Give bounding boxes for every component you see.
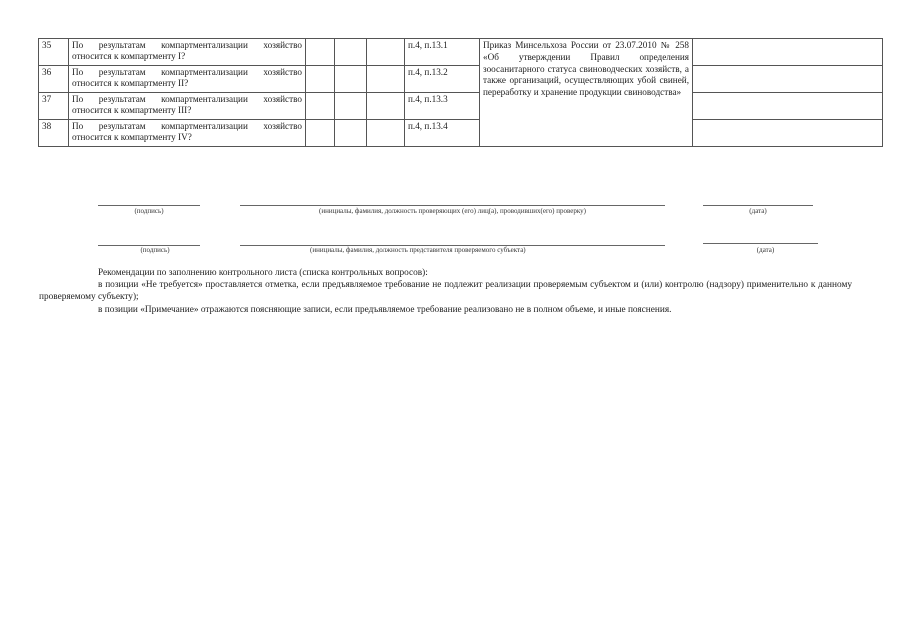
answer-yes-cell[interactable] — [306, 93, 335, 120]
norm-cell: п.4, п.13.2 — [405, 66, 480, 93]
recommendations-title: Рекомендации по заполнению контрольного листа (списка контрольных вопросов): — [98, 268, 428, 278]
representative-signature-caption: (подпись) — [140, 246, 170, 254]
inspector-signature-caption: (подпись) — [134, 207, 164, 215]
answer-no-cell[interactable] — [335, 120, 367, 147]
question-cell: По результатам компартментализации хозяйство относится к компартменту I? — [69, 39, 306, 66]
answer-not-required-cell[interactable] — [367, 39, 405, 66]
question-cell: По результатам компартментализации хозяйство относится к компартменту II? — [69, 66, 306, 93]
answer-yes-cell[interactable] — [306, 120, 335, 147]
table-row — [39, 93, 883, 120]
answer-no-cell[interactable] — [335, 93, 367, 120]
inspector-date-caption: (дата) — [749, 207, 767, 215]
norm-cell: п.4, п.13.3 — [405, 93, 480, 120]
inspector-date-line[interactable] — [703, 205, 813, 206]
answer-not-required-cell[interactable] — [367, 93, 405, 120]
representative-date-line[interactable] — [703, 243, 818, 244]
legal-document-cell: Приказ Минсельхоза России от 23.07.2010 № 258 «Об утверждении Правил определения зоосанитарного статуса свиноводческих хозяйств, а также организаций, осуществляющих убой свиней, переработку и хранение продукции свиноводства» — [480, 39, 693, 147]
row-number: 38 — [39, 120, 69, 147]
filling-recommendations — [39, 267, 852, 316]
checklist-table — [38, 38, 883, 147]
recommendation-remark: в позиции «Примечание» отражаются поясняющие записи, если предъявляемое требование реализовано не в полном объеме, и иные пояснения. — [98, 304, 672, 315]
answer-not-required-cell[interactable] — [367, 66, 405, 93]
representative-date-caption: (дата) — [756, 246, 775, 254]
remark-cell[interactable] — [693, 120, 883, 147]
answer-yes-cell[interactable] — [306, 66, 335, 93]
remark-cell[interactable] — [693, 39, 883, 66]
recommendation-not-required: в позиции «Не требуется» проставляется отметка, если предъявляемое требование не подлежит реализации проверяемым субъектом и (или) контролю (надзору) применительно к данному проверяемому субъекту); — [39, 280, 852, 303]
inspector-name-caption: (инициалы, фамилия, должность проверяющих (его) лиц(а), проводивших(его) проверку) — [319, 207, 586, 215]
answer-no-cell[interactable] — [335, 66, 367, 93]
representative-name-caption: (инициалы, фамилия, должность представителя проверяемого субъекта) — [310, 246, 526, 254]
table-row — [39, 39, 883, 66]
question-cell: По результатам компартментализации хозяйство относится к компартменту III? — [69, 93, 306, 120]
remark-cell[interactable] — [693, 93, 883, 120]
table-row — [39, 66, 883, 93]
answer-no-cell[interactable] — [335, 39, 367, 66]
inspector-name-line[interactable] — [240, 205, 665, 206]
remark-cell[interactable] — [693, 66, 883, 93]
answer-not-required-cell[interactable] — [367, 120, 405, 147]
row-number: 36 — [39, 66, 69, 93]
row-number: 37 — [39, 93, 69, 120]
inspector-signature-line[interactable] — [98, 205, 200, 206]
question-cell: По результатам компартментализации хозяйство относится к компартменту IV? — [69, 120, 306, 147]
norm-cell: п.4, п.13.4 — [405, 120, 480, 147]
table-row — [39, 120, 883, 147]
row-number: 35 — [39, 39, 69, 66]
answer-yes-cell[interactable] — [306, 39, 335, 66]
norm-cell: п.4, п.13.1 — [405, 39, 480, 66]
